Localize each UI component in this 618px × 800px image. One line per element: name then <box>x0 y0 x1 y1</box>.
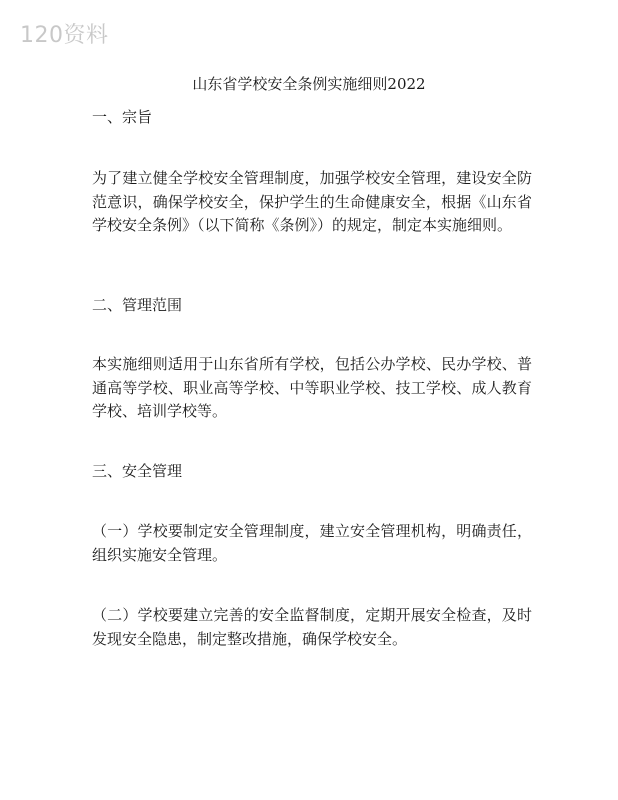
section-paragraph-safety-item-1: （一）学校要制定安全管理制度，建立安全管理机构，明确责任，组织实施安全管理。 <box>92 522 532 564</box>
section-paragraph-safety-item-2: （二）学校要建立完善的安全监督制度，定期开展安全检查，及时发现安全隐患，制定整改措施，确保学校安全。 <box>92 606 532 648</box>
section-paragraph-scope: 本实施细则适用于山东省所有学校，包括公办学校、民办学校、普通高等学校、职业高等学校、中等职业学校、技工学校、成人教育学校、培训学校等。 <box>92 355 532 420</box>
watermark-logo: 120资料 <box>20 23 109 48</box>
document-title: 山东省学校安全条例实施细则2022 <box>192 75 426 93</box>
section-heading-scope: 二、管理范围 <box>92 296 183 314</box>
section-heading-purpose: 一、宗旨 <box>92 108 153 126</box>
section-heading-safety-management: 三、安全管理 <box>92 462 183 480</box>
section-paragraph-purpose: 为了建立健全学校安全管理制度，加强学校安全管理，建设安全防范意识，确保学校安全，保护学生的生命健康安全，根据《山东省学校安全条例》（以下简称《条例》）的规定，制定本实施细则。 <box>92 169 532 234</box>
